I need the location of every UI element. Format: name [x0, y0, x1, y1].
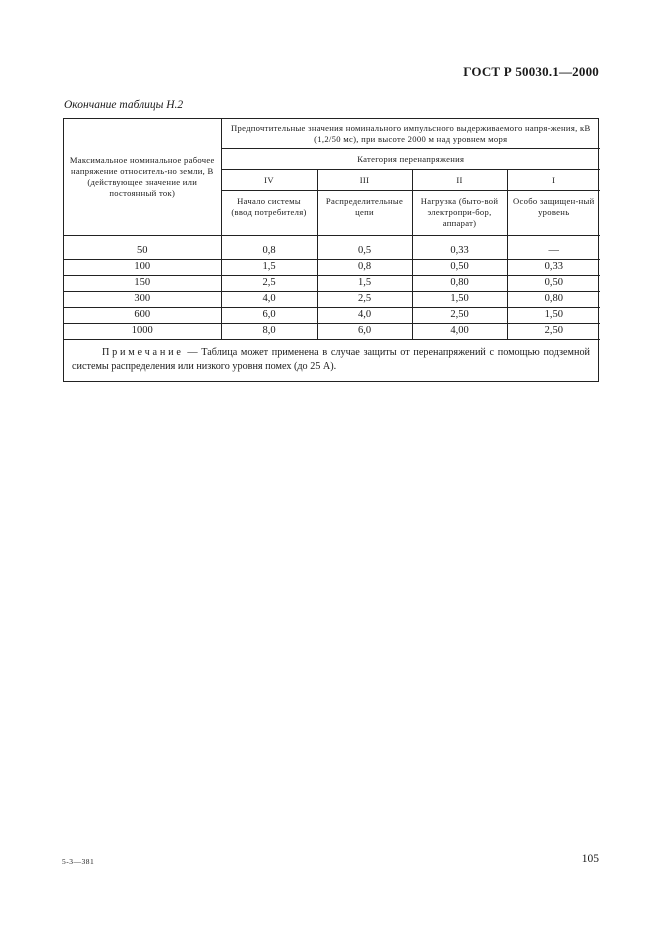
table-cell: 0,5 — [317, 244, 412, 260]
table-cell: 50 — [64, 244, 221, 260]
table-spacer-row — [64, 236, 600, 245]
table-cell: 1,50 — [412, 292, 507, 308]
category-desc-iii: Распределительные цепи — [317, 191, 412, 236]
table-cell: 0,80 — [507, 292, 600, 308]
note-dash: — — [183, 347, 202, 358]
document-standard-header: ГОСТ Р 50030.1—2000 — [463, 64, 599, 79]
table-cell: 300 — [64, 292, 221, 308]
table-cell: 8,0 — [221, 324, 317, 340]
category-desc-ii: Нагрузка (быто-вой электропри-бор, аппарат) — [412, 191, 507, 236]
print-code: 5-3—381 — [62, 857, 95, 866]
table-cell: 4,00 — [412, 324, 507, 340]
table-caption: Окончание таблицы Н.2 — [64, 99, 184, 111]
table-cell: 0,50 — [507, 276, 600, 292]
table-cell: 0,33 — [507, 260, 600, 276]
table-cell: — — [507, 244, 600, 260]
table-cell: 0,8 — [317, 260, 412, 276]
category-desc-iv: Начало системы (ввод потребителя) — [221, 191, 317, 236]
table-cell: 1,5 — [221, 260, 317, 276]
table-cell: 2,50 — [507, 324, 600, 340]
table-cell: 0,33 — [412, 244, 507, 260]
table-row — [64, 324, 600, 340]
table-cell: 100 — [64, 260, 221, 276]
table-cell: 6,0 — [221, 308, 317, 324]
table-row — [64, 260, 600, 276]
table-cell: 6,0 — [317, 324, 412, 340]
table-cell: 0,50 — [412, 260, 507, 276]
impulse-voltage-table — [64, 119, 600, 340]
table-cell: 4,0 — [221, 292, 317, 308]
table-cell: 4,0 — [317, 308, 412, 324]
table-row — [64, 308, 600, 324]
category-roman-iv: IV — [221, 170, 317, 191]
note-paragraph — [72, 346, 590, 374]
table-note — [64, 344, 598, 381]
category-roman-iii: III — [317, 170, 412, 191]
table-cell: 1,5 — [317, 276, 412, 292]
note-text: Таблица может применена в случае защиты от перенапряжений с помощью подземной системы распределения или низкого уровня помех (до 25 А). — [72, 347, 591, 372]
table-row — [64, 244, 600, 260]
impulse-voltage-group-header: Предпочтительные значения номинального импульсного выдерживаемого напря-жения, кВ (1,2/50 мс), при высоте 2000 м над уровнем моря — [221, 119, 600, 149]
overvoltage-category-header: Категория перенапряжения — [221, 149, 600, 170]
voltage-table-frame — [63, 118, 599, 382]
table-cell: 150 — [64, 276, 221, 292]
table-cell: 1,50 — [507, 308, 600, 324]
page-number: 105 — [581, 853, 599, 865]
category-desc-i: Особо защищен-ный уровень — [507, 191, 600, 236]
table-cell: 2,5 — [317, 292, 412, 308]
category-roman-i: I — [507, 170, 600, 191]
table-cell: 0,8 — [221, 244, 317, 260]
table-cell: 2,5 — [221, 276, 317, 292]
table-row — [64, 276, 600, 292]
table-cell: 2,50 — [412, 308, 507, 324]
voltage-column-header: Максимальное номинальное рабочее напряжение относитель-но земли, В (действующее значение или постоянный ток) — [64, 119, 221, 236]
table-cell: 0,80 — [412, 276, 507, 292]
table-cell: 1000 — [64, 324, 221, 340]
table-cell: 600 — [64, 308, 221, 324]
note-label: Примечание — [102, 347, 184, 358]
category-roman-ii: II — [412, 170, 507, 191]
table-row — [64, 292, 600, 308]
